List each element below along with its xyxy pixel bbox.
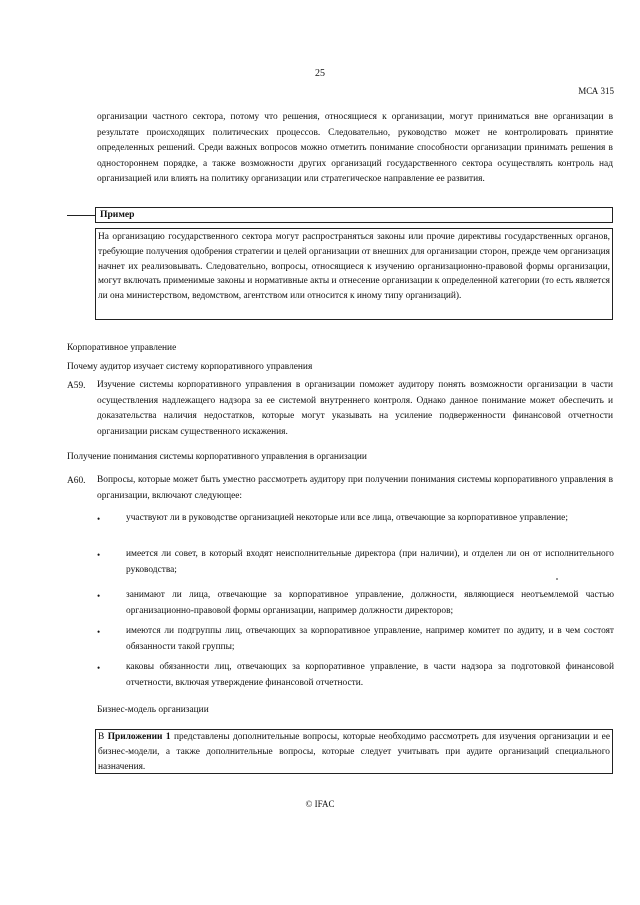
bullet-marker: • [97,514,101,524]
example-title: Пример [95,207,613,223]
bullet-item: имеется ли совет, в который входят неисполнительные директора (при наличии), и отделен ли он от исполнительного руководства; [126,549,614,575]
appendix-text-rest: представлены дополнительные вопросы, которые необходимо рассмотреть для изучения организации и ее бизнес-модели, а также дополнительные вопросы, которые следует учитывать при аудите организаций специального назначения. [98,732,610,772]
section-heading-corporate-governance: Корпоративное управление [67,343,177,353]
bullet-item: занимают ли лица, отвечающие за корпоративное управление, должности, являющиеся неотъемлемой частью организационно-правовой формы организации, например должности директоров; [126,590,614,616]
paragraph-a59: Изучение системы корпоративного управления в организации поможет аудитору понять возможности организации в части осуществления надлежащего надзора за ее системой внутреннего контроля. Однако данное понимание может обеспечить и доказательства наличия недостатков, которые могут указывать на усиление подверженности финансовой отчетности организации рискам существенного искажения. [97,380,613,437]
appendix-text-prefix: В [98,732,108,742]
intro-paragraph: организации частного сектора, потому что решения, относящиеся к организации, могут приниматься вне организации в результате происходящих политических процессов. Следовательно, руководство может не контролировать принятие определенных решений. Среди важных вопросов можно отметить понимание способности организации принимать решения в одностороннем порядке, а также возможности других организаций государственного сектора осуществлять контроль над организацией или влиять на политику организации или стратегическое направление ее развития. [97,112,613,185]
document-code: МСА 315 [578,86,614,96]
bullet-marker: • [97,591,101,601]
example-text: На организацию государственного сектора могут распространяться законы или прочие директивы государственных органов, требующие получения одобрения стратегии и целей организации от внешних для организации сторон, прежде чем организация начнет их реализовывать. Следовательно, вопросы, относящиеся к изучению организационно-правовой формы организации, могут включать применимые законы и нормативные акты и отнесение организации к определенной категории (то есть является ли она министерством, ведомством, агентством или относится к иному типу организаций). [98,232,610,302]
bullet-marker: • [97,550,101,560]
subheading-why-auditor-studies: Почему аудитор изучает систему корпоративного управления [67,362,313,372]
example-title-leader-line [67,215,95,216]
paragraph-number-a59: A59. [67,381,86,391]
scan-speck [556,578,558,580]
example-box [95,228,613,320]
bullet-marker: • [97,663,101,673]
appendix-link-text: Приложении 1 [107,732,171,742]
bullet-item: имеются ли подгруппы лиц, отвечающих за корпоративное управление, например комитет по аудиту, и в чем состоят обязанности такой группы; [126,626,614,652]
subheading-obtaining-understanding: Получение понимания системы корпоративного управления в организации [67,452,367,462]
bullet-item: участвуют ли в руководстве организацией некоторые или все лица, отвечающие за корпоративное управление; [126,513,568,523]
appendix-reference-text [96,730,612,774]
section-heading-business-model: Бизнес-модель организации [97,705,209,715]
paragraph-a60: Вопросы, которые может быть уместно рассмотреть аудитору при получении понимания системы корпоративного управления в организации, включают следующее: [97,475,613,501]
bullet-item: каковы обязанности лиц, отвечающих за корпоративное управление, в части надзора за подготовкой финансовой отчетности, включая утверждение финансовой отчетности. [126,662,614,688]
appendix-reference-box [95,729,613,774]
paragraph-number-a60: A60. [67,476,86,486]
bullet-marker: • [97,627,101,637]
footer-copyright: © IFAC [305,799,335,809]
page-number: 25 [315,68,325,79]
